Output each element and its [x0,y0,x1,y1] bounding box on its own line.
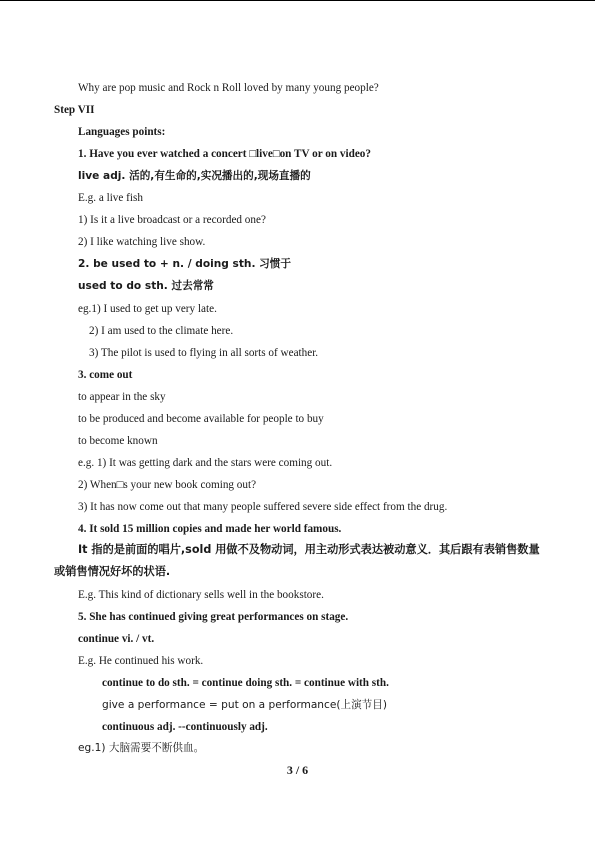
used-to-example-3: 3) The pilot is used to flying in all sorts of weather. [89,347,319,359]
step-heading: Step VII [54,104,95,116]
come-out-example-3: 3) It has now come out that many people suffered severe side effect from the drug. [78,501,448,513]
used-to-example-2: 2) I am used to the climate here. [89,325,234,337]
it-explanation-paragraph: It 指的是前面的唱片,sold 用做不及物动词，用主动形式表达被动意义．其后跟有表销售数量或销售情况好坏的状语. [54,543,540,578]
continuous-definition: continuous adj. --continuously adj. [102,721,268,733]
used-to-example-1: eg.1) I used to get up very late. [78,303,217,315]
continue-equivalents: continue to do sth. = continue doing sth. = continue with sth. [102,677,389,689]
live-definition: live adj. 活的,有生命的,实况播出的,现场直播的 [78,170,311,182]
come-out-definition-3: to become known [78,435,158,447]
point-2-title: 2. be used to + n. / doing sth. 习惯于 [78,258,291,270]
page-number: 3 / 6 [286,763,309,777]
header-rule [0,0,595,1]
brain-example: eg.1) 大脑需要不断供血。 [78,742,205,754]
used-to-definition: used to do sth. 过去常常 [78,280,214,292]
come-out-example-1: e.g. 1) It was getting dark and the stars were coming out. [78,457,333,469]
performance-equivalents: give a performance = put on a performance(上演节目) [102,699,388,711]
point-4-title: 4. It sold 15 million copies and made her world famous. [78,523,342,535]
point-3-title: 3. come out [78,369,133,381]
continue-definition: continue vi. / vt. [78,633,155,645]
point-1-title: 1. Have you ever watched a concert □live□on TV or on video? [78,148,371,160]
come-out-example-2: 2) When□s your new book coming out? [78,479,257,491]
question-pop-music: Why are pop music and Rock n Roll loved by many young people? [78,82,379,94]
come-out-definition-1: to appear in the sky [78,391,166,403]
point-5-title: 5. She has continued giving great performances on stage. [78,611,349,623]
live-example-2: 2) I like watching live show. [78,236,206,248]
continue-example: E.g. He continued his work. [78,655,204,667]
live-example-1: 1) Is it a live broadcast or a recorded one? [78,214,266,226]
live-example: E.g. a live fish [78,192,143,204]
sell-example: E.g. This kind of dictionary sells well in the bookstore. [78,589,324,601]
come-out-definition-2: to be produced and become available for people to buy [78,413,324,425]
language-points-heading: Languages points: [78,126,166,138]
